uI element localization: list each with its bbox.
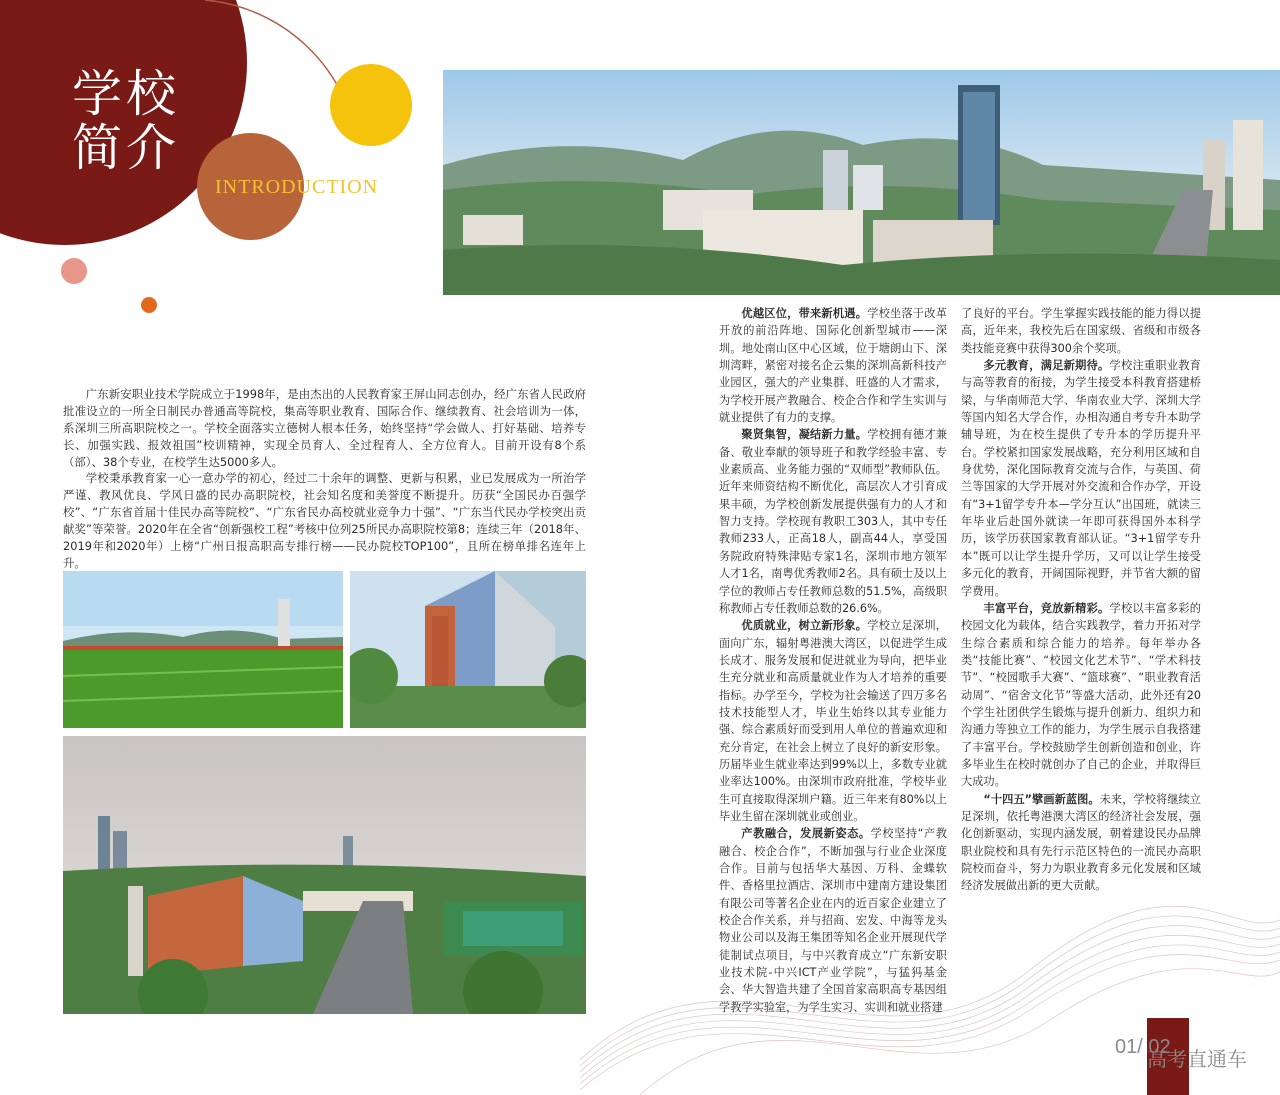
section-diverse-education: [961, 357, 1201, 600]
title-line-1: 学校: [72, 65, 180, 123]
section-employment: [719, 617, 947, 825]
teaching-building-photo: [350, 571, 586, 728]
text-column-2: [719, 305, 947, 1016]
section-employment-title: 优质就业，树立新形象。: [741, 619, 868, 633]
section-platform-title: 丰富平台，竞放新精彩。: [983, 601, 1110, 615]
section-faculty-title: 聚贤集智，凝结新力量。: [741, 428, 868, 442]
yellow-circle: [330, 64, 412, 146]
section-industry-text: 学校坚持“产教融合、校企合作”，不断加强与行业企业深度合作。目前与包括华大基因、万科、金蝶软件、香格里拉酒店、深圳市中建南方建设集团有限公司等著名企业在内的近百家企业建立了校企合作关系，并与招商、宏发、中海等龙头物业公司以及海王集团等知名企业开展现代学徒制试点项目，与中兴教育成立“广东新安职业技术院-中兴ICT产业学院”，与猛犸基金会、华大智造共建了全国首家高职高专基因组学教学实验室，为学生实习、实训和就业搭建: [719, 827, 947, 1014]
watermark: 高考直通车: [1147, 1047, 1247, 1071]
text-column-3: [961, 305, 1201, 895]
introduction-subtitle: INTRODUCTION: [215, 176, 379, 198]
section-employment-text: 学校立足深圳，面向广东，辐射粤港澳大湾区，以促进学生成长成才、服务发展和促进就业为导向，把毕业生充分就业和高质量就业作为人才培养的重要指标。办学至今，学校为社会输送了四万多名技术技能型人才，毕业生始终以其专业能力强、综合素质好而受到用人单位的普遍欢迎和充分肯定，在社会上树立了良好的新安形象。历届毕业生就业率达到99%以上，多数专业就业率达100%。由深圳市政府批准，学校毕业生可直接取得深圳户籍。近三年来有80%以上毕业生留在深圳就业或创业。: [719, 619, 947, 823]
section-blueprint-title: “十四五”擘画新蓝图。: [983, 792, 1100, 806]
section-continued-text: 了良好的平台。学生掌握实践技能的能力得以提高，近年来，我校先后在国家级、省级和市级各类技能竞赛中获得300余个奖项。: [961, 307, 1201, 355]
sports-field-photo: [63, 571, 343, 728]
intro-paragraph-1: 广东新安职业技术学院成立于1998年，是由杰出的人民教育家王屏山同志创办，经广东省人民政府批准设立的一所全日制民办普通高等院校，集高等职业教育、国际合作、继续教育、社会培训为一体，系深圳三所高职院校之一。学校全面落实立德树人根本任务，始终坚持“学会做人、打好基础、培养专长、加强实践、报效祖国”校训精神，实现全员育人、全过程育人、全方位育人。目前开设有8个系（部）、38个专业，在校学生达5000多人。: [63, 387, 586, 469]
section-diverse-education-title: 多元教育，满足新期待。: [983, 359, 1110, 373]
section-blueprint: [961, 791, 1201, 895]
section-faculty-text: 学校拥有德才兼备、敬业奉献的领导班子和教学经验丰富、专业素质高、业务能力强的“双师型”教师队伍。近年来师资结构不断优化，高层次人才引育成果丰硕，为学校创新发展提供强有力的人才和智力支持。学校现有教职工303人，其中专任教师233人，正高18人，副高44人，享受国务院政府特殊津贴专家1名，深圳市地方领军人才1名，南粤优秀教师2名。具有硕士及以上学位的教师占专任教师总数的51.5%，高级职称教师占专任教师总数的26.6%。: [719, 428, 947, 615]
page-number: 01/ 02: [1115, 1036, 1171, 1058]
section-diverse-education-text: 学校注重职业教育与高等教育的衔接，为学生接受本科教育搭建桥梁，与华南师范大学、华南农业大学、深圳大学等国内知名大学合作，办相沟通自考专升本助学辅导班，为在校生提供了专升本的学历提升平台。学校紧扣国家发展战略，充分利用区域和自身优势，深化国际教育交流与合作，与英国、荷兰等国家的大学开展对外交流和合作办学，开设有“3+1留学专升本—学分互认”出国班，就读三年毕业后赴国外就读一年即可获得国外本科学历，该学历获国家教育部认证。“3+1留学专升本”既可以让学生提升学历，又可以让学生接受多元化的教育，开阔国际视野，并节省大额的留学费用。: [961, 359, 1201, 598]
section-platform-text: 学校以丰富多彩的校园文化为载体，结合实践教学，着力开拓对学生综合素质和综合能力的培养。每年举办各类“技能比赛”、“校园文化艺术节”、“学术科技节”、“校园歌手大赛”、“篮球赛”、“职业教育活动周”、“宿舍文化节”等盛大活动，此外还有20个学生社团供学生锻炼与提升创新力、组织力和沟通力等独立工作的能力，为学生展示自我搭建了丰富平台。学校鼓励学生创新创造和创业，许多毕业生在校时就创办了自己的企业，并取得巨大成功。: [961, 601, 1201, 789]
section-location-title: 优越区位，带来新机遇。: [741, 307, 868, 320]
campus-aerial-panorama: [443, 70, 1280, 295]
section-industry-title: 产教融合，发展新姿态。: [741, 827, 871, 841]
section-continued: [961, 305, 1201, 357]
section-location-text: 学校坐落于改革开放的前沿阵地、国际化创新型城市——深圳。地处南山区中心区域，位于塘朗山下、深圳湾畔，紧密对接名企云集的深圳高新科技产业园区，强大的产业集群、旺盛的人才需求，为学校开展产教融合、校企合作和学生实训与就业提供了有力的支撑。: [719, 307, 947, 425]
section-faculty: [719, 426, 947, 617]
intro-paragraph-2: 学校秉承教育家一心一意办学的初心，经过二十余年的调整、更新与积累，业已发展成为一所治学严谨、教风优良、学风日盛的民办高职院校，社会知名度和美誉度不断提升。历获“全国民办百强学校”、“广东省首届十佳民办高等院校”、“广东省民办高校就业竞争力十强”、“广东当代民办学校突出贡献奖”等荣誉。2020年在全省“创新强校工程”考核中位列25所民办高职院校第8；连续三年（2018年、2019年和2020年）上榜“广州日报高职高专排行榜——民办院校TOP100”，且所在榜单排名连年上升。: [63, 471, 586, 570]
campus-aerial-photo: [63, 736, 586, 1014]
title-line-2: 简介: [72, 119, 180, 177]
salmon-dot: [61, 258, 87, 284]
section-blueprint-text: 未来，学校将继续立足深圳，依托粤港澳大湾区的经济社会发展，强化创新驱动，实现内涵发展，朝着建设民办品牌职业院校和具有先行示范区特色的一流民办高职院校而奋斗，努力为职业教育多元化发展和区域经济发展做出新的更大贡献。: [961, 792, 1201, 893]
section-industry: [719, 825, 947, 1016]
orange-dot: [141, 297, 157, 313]
circle-outline-decoration: [0, 0, 380, 320]
section-location: [719, 305, 947, 426]
section-platform: [961, 600, 1201, 791]
